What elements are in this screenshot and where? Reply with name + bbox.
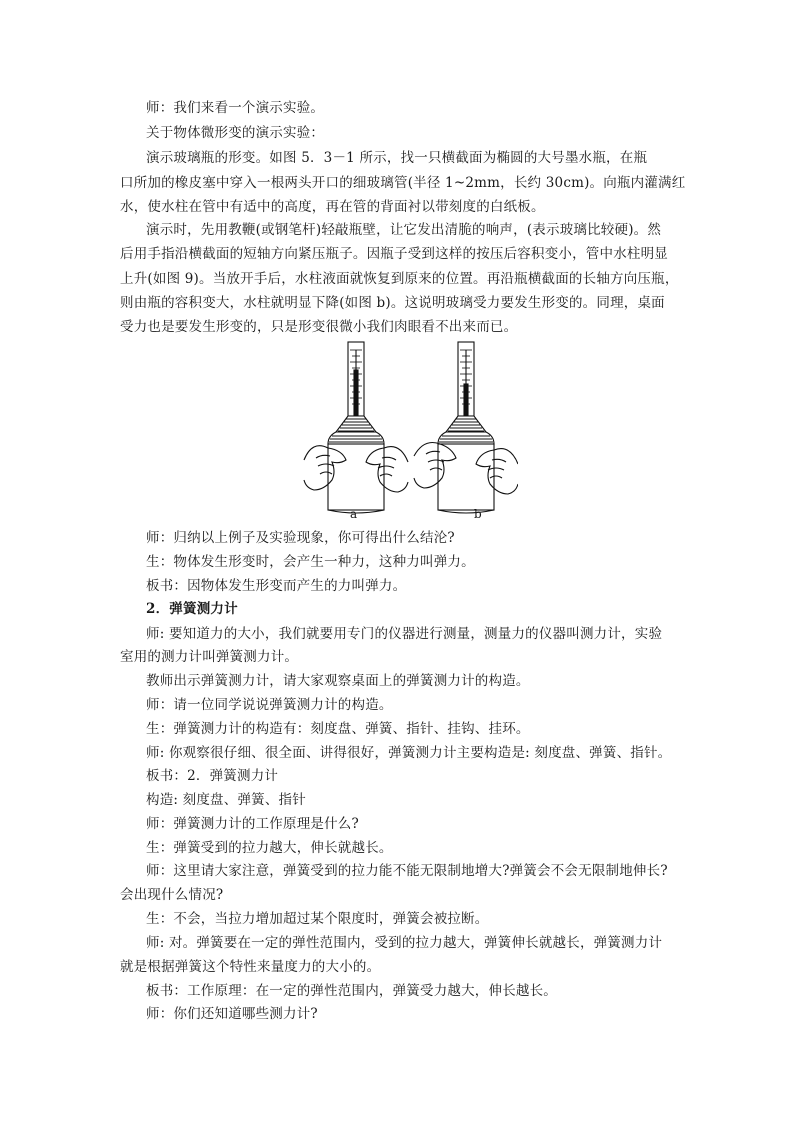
paragraph-line: 师：请一位同学说说弹簧测力计的构造。 [146, 697, 393, 713]
paragraph-line: 师: 要知道力的大小，我们就要用专门的仪器进行测量，测量力的仪器叫测力计，实验 [146, 626, 663, 642]
paragraph-line: 构造: 刻度盘、弹簧、指针 [146, 792, 306, 808]
figure-label-a: a [350, 507, 358, 521]
paragraph-line: 生：物体发生形变时，会产生一种力，这种力叫弹力。 [146, 554, 475, 570]
paragraph-line: 受力也是要发生形变的，只是形变很微小我们肉眼看不出来而已。 [120, 319, 518, 335]
paragraph-line: 板书：因物体发生形变而产生的力叫弹力。 [146, 578, 407, 594]
section-heading: 2．弹簧测力计 [146, 601, 238, 617]
paragraph-line: 师：你们还知道哪些测力计? [146, 1006, 318, 1022]
paragraph-line: 就是根据弹簧这个特性来量度力的大小的。 [120, 959, 381, 975]
paragraph-line: 板书：工作原理：在一定的弹性范围内，弹簧受力越大，伸长越长。 [146, 983, 557, 999]
paragraph-line: 上升(如图 9)。当放开手后，水柱液面就恢复到原来的位置。再沿瓶横截面的长轴方向压瓶， [120, 271, 679, 287]
paragraph-line: 水，使水柱在管中有适中的高度，再在管的背面衬以带刻度的白纸板。 [120, 199, 545, 215]
paragraph-line: 师：这里请大家注意，弹簧受到的拉力能不能无限制地增大?弹簧会不会无限制地伸长? [146, 863, 668, 879]
paragraph-line: 演示玻璃瓶的形变。如图 5．3－1 所示，找一只横截面为椭圆的大号墨水瓶，在瓶 [146, 150, 648, 166]
paragraph-line: 师: 对。弹簧要在一定的弹性范围内，受到的拉力越大，弹簧伸长就越长，弹簧测力计 [146, 935, 663, 951]
bottle-b-illustration [414, 342, 518, 513]
paragraph-line: 师: 你观察很仔细、很全面、讲得很好，弹簧测力计主要构造是: 刻度盘、弹簧、指针。 [146, 745, 672, 761]
paragraph-line: 口所加的橡皮塞中穿入一根两头开口的细玻璃管(半径 1~2mm，长约 30cm)。向瓶内灌满红 [120, 175, 686, 191]
paragraph-line: 后用手指沿横截面的短轴方向紧压瓶子。因瓶子受到这样的按压后容积变小，管中水柱明显 [120, 246, 668, 262]
paragraph-line: 教师出示弹簧测力计，请大家观察桌面上的弹簧测力计的构造。 [146, 673, 530, 689]
paragraph-line: 师：我们来看一个演示实验。 [146, 100, 325, 116]
paragraph-line: 师：弹簧测力计的工作原理是什么? [146, 816, 359, 832]
paragraph-line: 板书：2．弹簧测力计 [146, 768, 279, 784]
paragraph-line: 生：弹簧测力计的构造有：刻度盘、弹簧、指针、挂钩、挂环。 [146, 721, 530, 737]
paragraph-line: 则由瓶的容积变大，水柱就明显下降(如图 b)。这说明玻璃受力要发生形变的。同理，桌面 [120, 295, 665, 311]
bottle-deformation-figure [302, 340, 518, 522]
paragraph-line: 关于物体微形变的演示实验： [146, 125, 325, 141]
bottle-a-illustration [304, 342, 408, 513]
paragraph-line: 生：不会，当拉力增加超过某个限度时，弹簧会被拉断。 [146, 911, 489, 927]
paragraph-line: 演示时，先用教鞭(或钢笔杆)轻敲瓶壁，让它发出清脆的响声，(表示玻璃比较硬)。然 [146, 222, 662, 238]
paragraph-line: 会出现什么情况? [120, 887, 224, 903]
paragraph-line: 师：归纳以上例子及实验现象，你可得出什么结沦? [146, 530, 455, 546]
paragraph-line: 室用的测力计叫弹簧测力计。 [120, 649, 299, 665]
figure-label-b: b [474, 507, 482, 521]
paragraph-line: 生：弹簧受到的拉力越大，伸长就越长。 [146, 840, 393, 856]
